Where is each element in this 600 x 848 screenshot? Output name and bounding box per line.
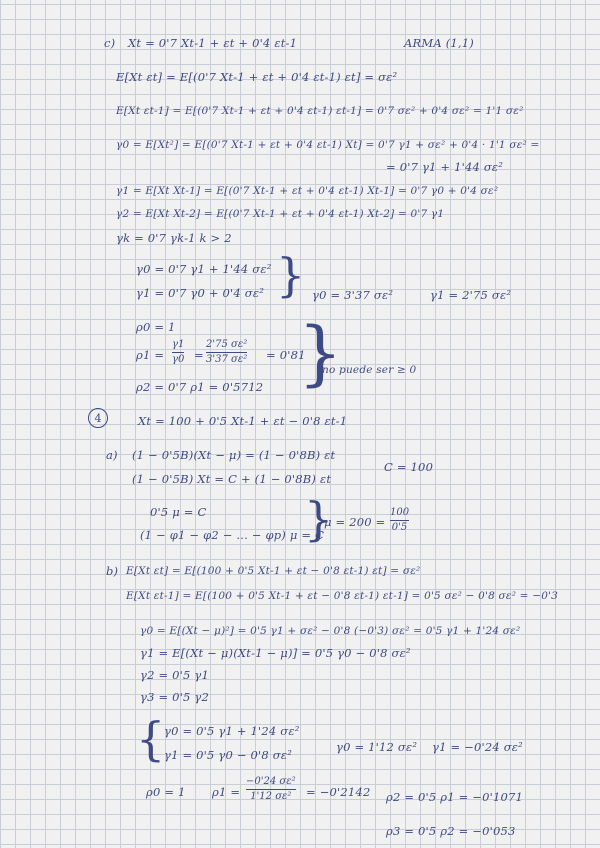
c-gamma1: γ1 = E[Xt Xt-1] = E[(0'7 Xt-1 + εt + 0'4 εt-1) Xt-1] = 0'7 γ0 + 0'4 σε² [116, 185, 499, 197]
c-system-eq2: γ1 = 0'7 γ0 + 0'4 σε² [136, 286, 265, 300]
part-c-label: c) [104, 36, 116, 50]
q4-system-brace: { [136, 712, 166, 766]
q4-model-equation: Xt = 100 + 0'5 Xt-1 + εt − 0'8 εt-1 [138, 414, 348, 428]
q4-a-line3: 0'5 μ = C [150, 505, 207, 519]
c-system-eq1: γ0 = 0'7 γ1 + 1'44 σε² [136, 262, 272, 276]
c-rho1-denominator: γ0 [172, 354, 185, 365]
q4-b-gamma1: γ1 = E[(Xt − μ)(Xt-1 − μ)] = 0'5 γ0 − 0'8 σε² [140, 646, 411, 660]
c-solution-gamma0: γ0 = 3'37 σε² [312, 288, 394, 302]
q4-c-value: C = 100 [384, 460, 434, 474]
c-rho0: ρ0 = 1 [136, 320, 176, 334]
c-rho1-numerator-value: 2'75 σε² [206, 339, 248, 350]
q4-b-gamma0: γ0 = E[(Xt − μ)²] = 0'5 γ1 + σε² − 0'8 (−0'3) σε² = 0'5 γ1 + 1'24 σε² [140, 625, 521, 637]
c-rho1-fraction [172, 339, 184, 366]
c-gamma0-line1: γ0 = E[Xt²] = E[(0'7 Xt-1 + εt + 0'4 εt-1) Xt] = 0'7 γ1 + σε² + 0'4 · 1'1 σε² = [116, 139, 540, 151]
c-gamma2: γ2 = E[Xt Xt-2] = E[(0'7 Xt-1 + εt + 0'4 εt-1) Xt-2] = 0'7 γ1 [116, 208, 445, 220]
q4-mu-value: μ = 200 = [324, 515, 386, 529]
c-rho2: ρ2 = 0'7 ρ1 = 0'5712 [136, 380, 264, 394]
c-model-equation: Xt = 0'7 Xt-1 + εt + 0'4 εt-1 [128, 36, 298, 50]
q4-part-a-label: a) [106, 448, 118, 462]
q4-mu-numerator: 100 [390, 507, 410, 518]
q4-rho0: ρ0 = 1 [146, 785, 186, 799]
c-rho1-numerator: γ1 [172, 339, 185, 350]
q4-mu-denominator: 0'5 [391, 522, 408, 533]
c-expect-xt-et1: E[Xt εt-1] = E[(0'7 Xt-1 + εt + 0'4 εt-1) εt-1] = 0'7 σε² + 0'4 σε² = 1'1 σε² [116, 105, 524, 117]
q4-solution-gamma0: γ0 = 1'12 σε² [336, 740, 418, 754]
q4-rho2: ρ2 = 0'5 ρ1 = −0'1071 [386, 790, 524, 804]
c-arma-label: ARMA (1,1) [404, 36, 474, 50]
q4-rho1-numerator: −0'24 σε² [246, 776, 296, 787]
q4-part-b-label: b) [106, 564, 119, 578]
q4-a-line2: (1 − 0'5B) Xt = C + (1 − 0'8B) εt [132, 472, 332, 486]
q4-rho1-value: = −0'2142 [306, 785, 371, 799]
c-rho1-fraction-values [206, 339, 247, 366]
c-expect-xt-et: E[Xt εt] = E[(0'7 Xt-1 + εt + 0'4 εt-1) εt] = σε² [116, 70, 398, 84]
c-rho1-value: = 0'81 [266, 348, 306, 362]
c-gammak: γk = 0'7 γk-1 k > 2 [116, 231, 232, 245]
c-system-brace: } [276, 248, 306, 302]
q4-rho3: ρ3 = 0'5 ρ2 = −0'053 [386, 824, 516, 838]
question-4-number: 4 [88, 408, 108, 428]
q4-rho1-lhs: ρ1 = [212, 785, 241, 799]
q4-b-expect2: E[Xt εt-1] = E[(100 + 0'5 Xt-1 + εt − 0'8 εt-1) εt-1] = 0'5 σε² − 0'8 σε² = −0'3 [126, 590, 559, 602]
q4-rho1-fraction [246, 776, 296, 803]
c-gamma0-line2: = 0'7 γ1 + 1'44 σε² [386, 160, 504, 174]
c-rho1-equals: = [194, 348, 204, 362]
q4-system-eq2: γ1 = 0'5 γ0 − 0'8 σε² [164, 748, 293, 762]
c-rho1-lhs: ρ1 = [136, 348, 165, 362]
q4-a-line4: (1 − φ1 − φ2 − ... − φp) μ = C [140, 528, 325, 542]
c-rho-brace: } [298, 312, 343, 394]
c-solution-gamma1: γ1 = 2'75 σε² [430, 288, 512, 302]
q4-a-line1: (1 − 0'5B)(Xt − μ) = (1 − 0'8B) εt [132, 448, 336, 462]
q4-rho1-denominator: 1'12 σε² [250, 791, 292, 802]
q4-system-eq1: γ0 = 0'5 γ1 + 1'24 σε² [164, 724, 300, 738]
q4-mu-brace: } [304, 492, 334, 546]
c-note: no puede ser ≥ 0 [322, 364, 417, 376]
q4-b-expect1: E[Xt εt] = E[(100 + 0'5 Xt-1 + εt − 0'8 εt-1) εt] = σε² [126, 565, 421, 577]
q4-mu-fraction [390, 507, 409, 534]
q4-b-gamma2: γ2 = 0'5 γ1 [140, 668, 209, 682]
c-rho1-denominator-value: 3'37 σε² [206, 354, 248, 365]
q4-b-gamma3: γ3 = 0'5 γ2 [140, 690, 209, 704]
q4-solution-gamma1: γ1 = −0'24 σε² [432, 740, 523, 754]
